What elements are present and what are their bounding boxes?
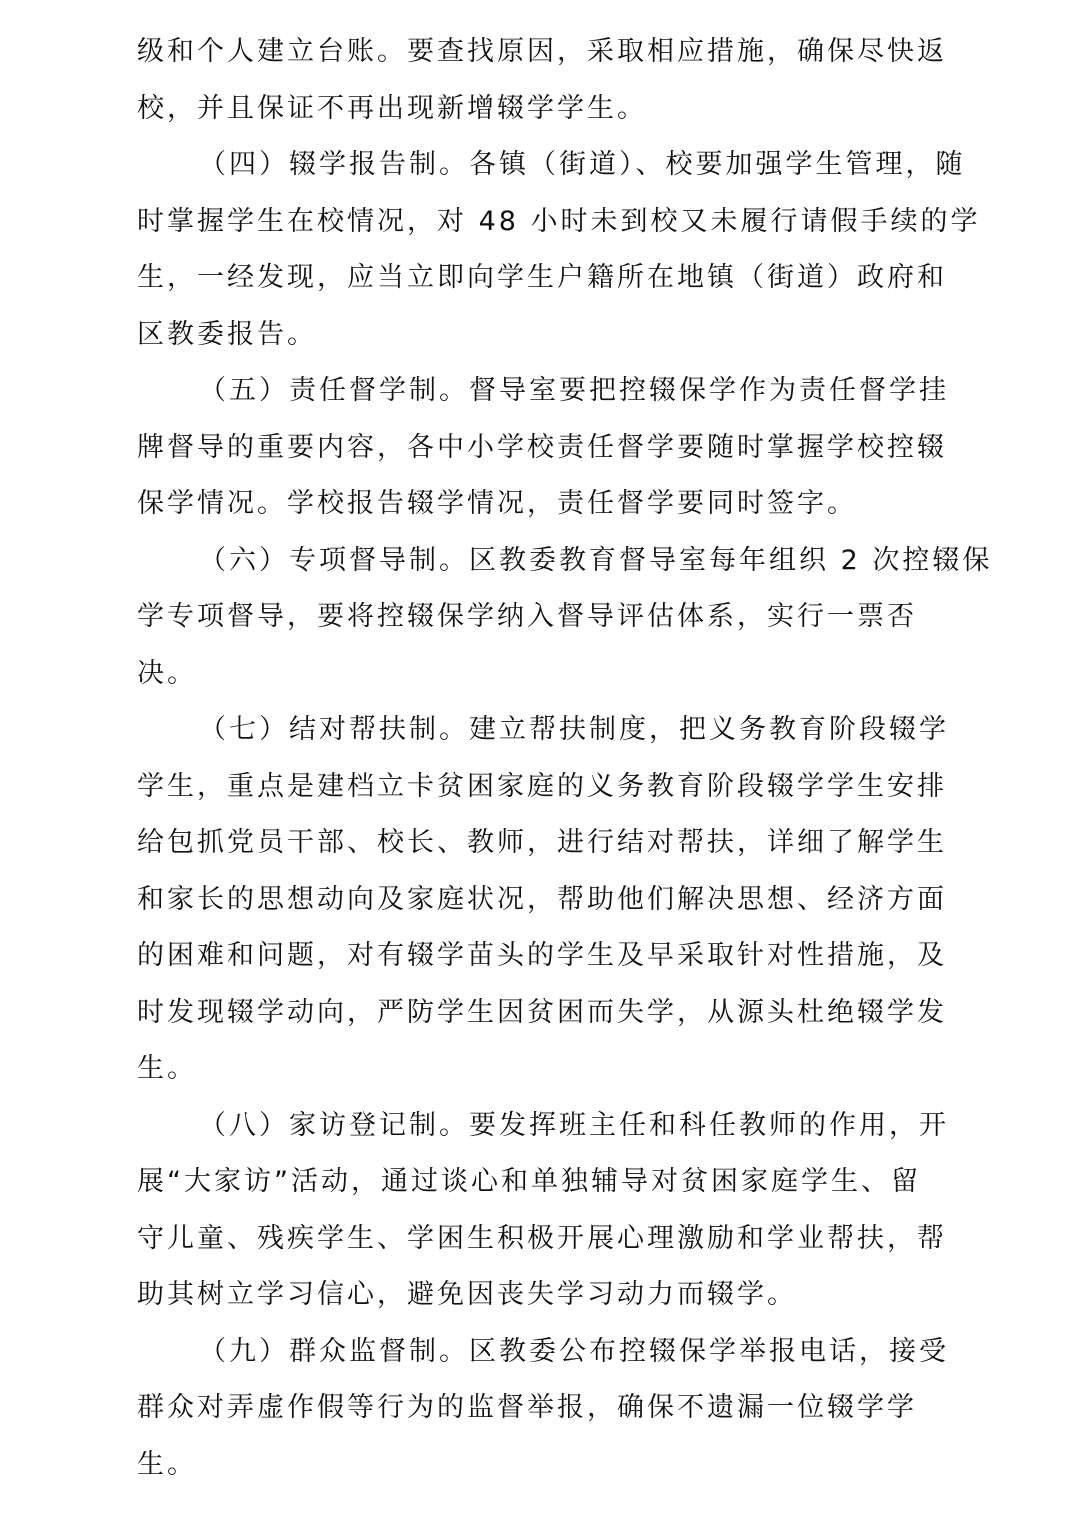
text-line: 牌督导的重要内容，各中小学校责任督学要随时掌握学校控辍	[137, 431, 947, 463]
text-line: 展“大家访”活动，通过谈心和单独辅导对贫困家庭学生、留	[137, 1166, 921, 1197]
text-line: 区教委报告。	[137, 318, 317, 350]
text-line: 决。	[137, 657, 197, 689]
paragraph-start-7: （七）结对帮扶制。建立帮扶制度，把义务教育阶段辍学	[199, 714, 949, 745]
text-line: 级和个人建立台账。要查找原因，采取相应措施，确保尽快返	[137, 36, 947, 67]
text-line: 的困难和问题，对有辍学苗头的学生及早采取针对性措施，及	[137, 940, 947, 971]
text-line: 和家长的思想动向及家庭状况，帮助他们解决思想、经济方面	[137, 883, 947, 915]
text-line: 给包抓党员干部、校长、教师，进行结对帮扶，详细了解学生	[137, 827, 947, 858]
text-line: 校，并且保证不再出现新增辍学学生。	[137, 92, 647, 124]
text-line: 时发现辍学动向，严防学生因贫困而失学，从源头杜绝辍学发	[137, 996, 947, 1028]
paragraph-start-5: （五）责任督学制。督导室要把控辍保学作为责任督学挂	[199, 375, 949, 406]
text-line: 守儿童、残疾学生、学困生积极开展心理激励和学业帮扶，帮	[137, 1222, 947, 1254]
text-line: 群众对弄虚作假等行为的监督举报，确保不遗漏一位辍学学	[137, 1392, 917, 1423]
text-line: 时掌握学生在校情况，对 48 小时未到校又未履行请假手续的学	[137, 205, 981, 237]
text-line: 助其树立学习信心，避免因丧失学习动力而辍学。	[137, 1279, 797, 1310]
text-line: 学专项督导，要将控辍保学纳入督导评估体系，实行一票否	[137, 601, 917, 632]
paragraph-start-4: （四）辍学报告制。各镇（街道）、校要加强学生管理，随	[199, 149, 966, 180]
text-line: 保学情况。学校报告辍学情况，责任督学要同时签字。	[137, 488, 857, 519]
paragraph-start-9: （九）群众监督制。区教委公布控辍保学举报电话，接受	[199, 1335, 949, 1367]
text-line: 生。	[137, 1448, 197, 1480]
text-line: 生。	[137, 1053, 197, 1084]
text-line: 生，一经发现，应当立即向学生户籍所在地镇（街道）政府和	[137, 262, 947, 293]
paragraph-start-8: （八）家访登记制。要发挥班主任和科任教师的作用，开	[199, 1109, 949, 1141]
paragraph-start-6: （六）专项督导制。区教委教育督导室每年组织 2 次控辍保	[199, 544, 993, 576]
document-body	[137, 24, 993, 1493]
text-line: 学生，重点是建档立卡贫困家庭的义务教育阶段辍学学生安排	[137, 770, 947, 802]
